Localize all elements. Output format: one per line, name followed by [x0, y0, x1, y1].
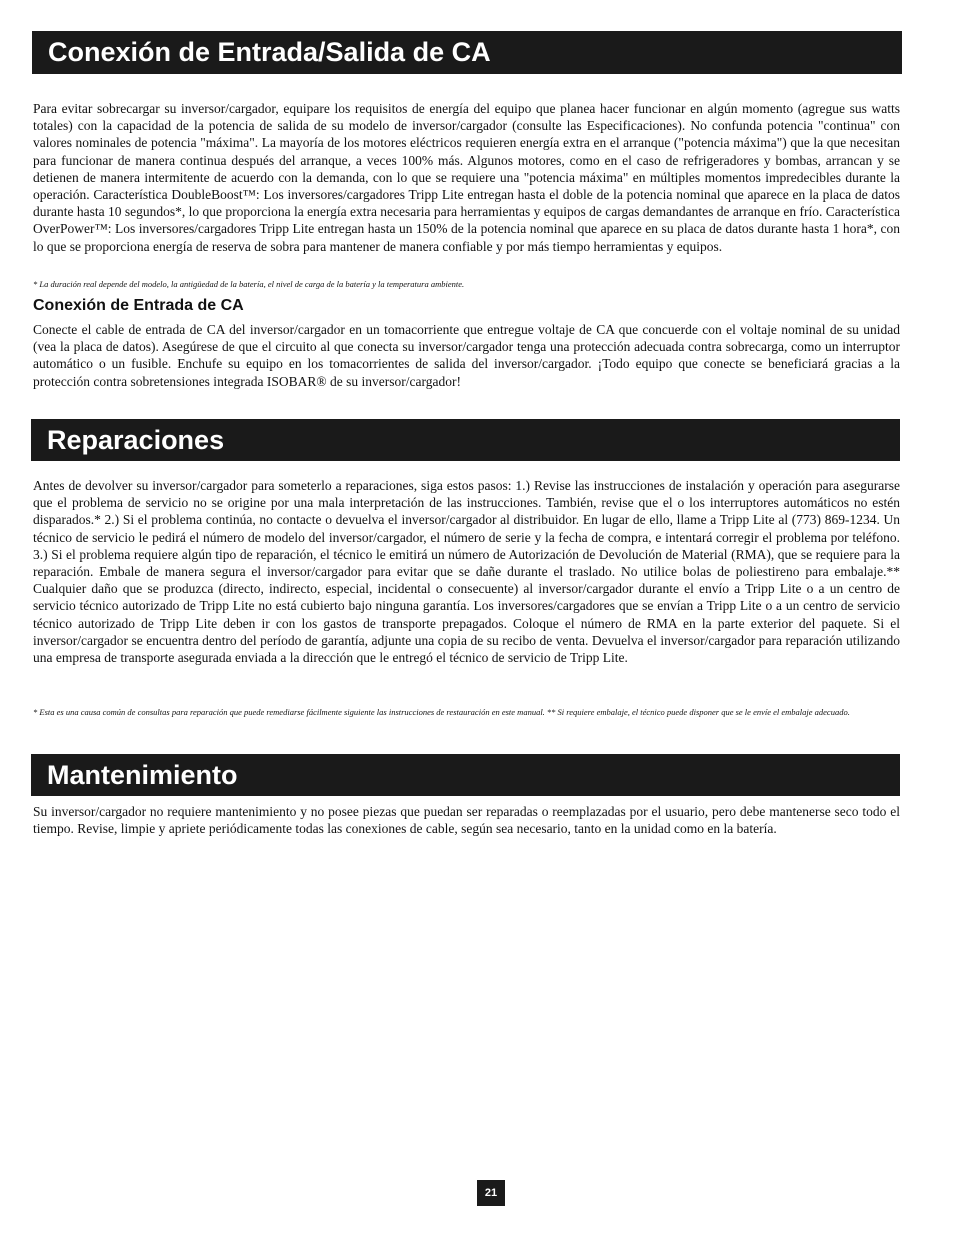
- page-number: 21: [477, 1180, 505, 1206]
- maintenance-body: Su inversor/cargador no requiere mantenimiento y no posee piezas que puedan ser reparadas o reemplazadas por el usuario, pero debe mantenerse seco todo el tiempo. Revise, limpie y apriete periódicamente todas las conexiones de cable, según sea necesario, tanto en la unidad como en la batería.: [33, 804, 900, 837]
- section-title-maintenance: Mantenimiento: [31, 754, 900, 796]
- repairs-footnote: * Esta es una causa común de consultas para reparación que puede remediarse fácilmente siguiente las instrucciones de restauración en este manual. ** Si requiere embalaje, el técnico puede disponer que se le envíe el embalaje adecuado.: [33, 707, 850, 717]
- section-title-repairs: Reparaciones: [31, 419, 900, 461]
- ac-input-body: Conecte el cable de entrada de CA del inversor/cargador en un tomacorriente que entregue voltaje de CA que concuerde con el voltaje nominal de su unidad (vea la placa de datos). Asegúrese de que el circuito al que conecta su inversor/cargador tenga una protección adecuada contra sobrecarga, como un interruptor automático o un fusible. Enchufe su equipo en los tomacorrientes de salida del inversor/cargador. ¡Todo equipo que conecte se beneficiará gracias a la protección contra sobretensiones integrada ISOBAR® de su inversor/cargador!: [33, 322, 900, 389]
- ac-input-subheading: Conexión de Entrada de CA: [33, 297, 244, 314]
- repairs-body: Antes de devolver su inversor/cargador para someterlo a reparaciones, siga estos pasos: 1.) Revise las instrucciones de instalación y operación para asegurarse que el problema de servicio no se origine por una mala interpretación de las instrucciones. También, revise que el o los interruptores automáticos no estén disparados.* 2.) Si el problema continúa, no contacte o devuelva el inversor/cargador al distribuidor. En lugar de ello, llame a Tripp Lite al (773) 869-1234. Un técnico de servicio le pedirá el número de modelo del inversor/cargador, el número de serie y la fecha de compra, e intentará corregir el problema por teléfono. 3.) Si el problema requiere algún tipo de reparación, el técnico le emitirá un número de Autorización de Devolución de Material (RMA), que se requiere para la reparación. Embale de manera segura el inversor/cargador para evitar que se dañe durante el traslado. No utilice bolas de poliestireno para embalaje.** Cualquier daño que se produzca (directo, indirecto, especial, incidental o consecuente) al inversor/cargador durante el envío a Tripp Lite o a un centro de servicio técnico autorizado de Tripp Lite no está cubierto bajo ninguna garantía. Los inversores/cargadores que se envían a Tripp Lite o a un centro de servicio técnico autorizado de Tripp Lite deben ir con los gastos de transporte prepagados. Coloque el número de RMA en la parte exterior del paquete. Si el inversor/cargador se encuentra dentro del período de garantía, adjunte una copia de su recibo de venta. Devuelva el inversor/cargador para reparación utilizando una empresa de transporte asegurada enviada a la dirección que le entregó el técnico de servicio de Tripp Lite.: [33, 478, 900, 666]
- ac-body: Para evitar sobrecargar su inversor/cargador, equipare los requisitos de energía del equipo que planea hacer funcionar en algún momento (agregue sus watts totales) con la capacidad de la potencia de salida de su modelo de inversor/cargador (consulte las Especificaciones). No confunda potencia "continua" con valores nominales de potencia "máxima". La mayoría de los motores eléctricos requieren energía extra en el arranque ("potencia máxima") que la que necesitan para funcionar de manera continua después del arranque, a veces 100% más. Algunos motores, como en el caso de refrigeradores y bombas, arrancan y se detienen de manera intermitente de acuerdo con la demanda, con lo que se requiere una "potencia máxima" en múltiples momentos impredecibles durante la operación. Característica DoubleBoost™: Los inversores/cargadores Tripp Lite entregan hasta el doble de la potencia nominal que aparece en la placa de datos durante hasta 10 segundos*, lo que proporciona la energía extra necesaria para herramientas y equipos de cargas demandantes de arranque en frío. Característica OverPower™: Los inversores/cargadores Tripp Lite entregan hasta un 150% de la potencia nominal que aparece en su placa de datos durante hasta 1 hora*, con lo que se proporciona energía de reserva de sobra para mantener de manera confiable y por más tiempo herramientas y equipos.: [33, 101, 900, 254]
- ac-footnote: * La duración real depende del modelo, la antigüedad de la batería, el nivel de carga de la batería y la temperatura ambiente.: [33, 279, 465, 289]
- section-title-ac: Conexión de Entrada/Salida de CA: [32, 31, 902, 74]
